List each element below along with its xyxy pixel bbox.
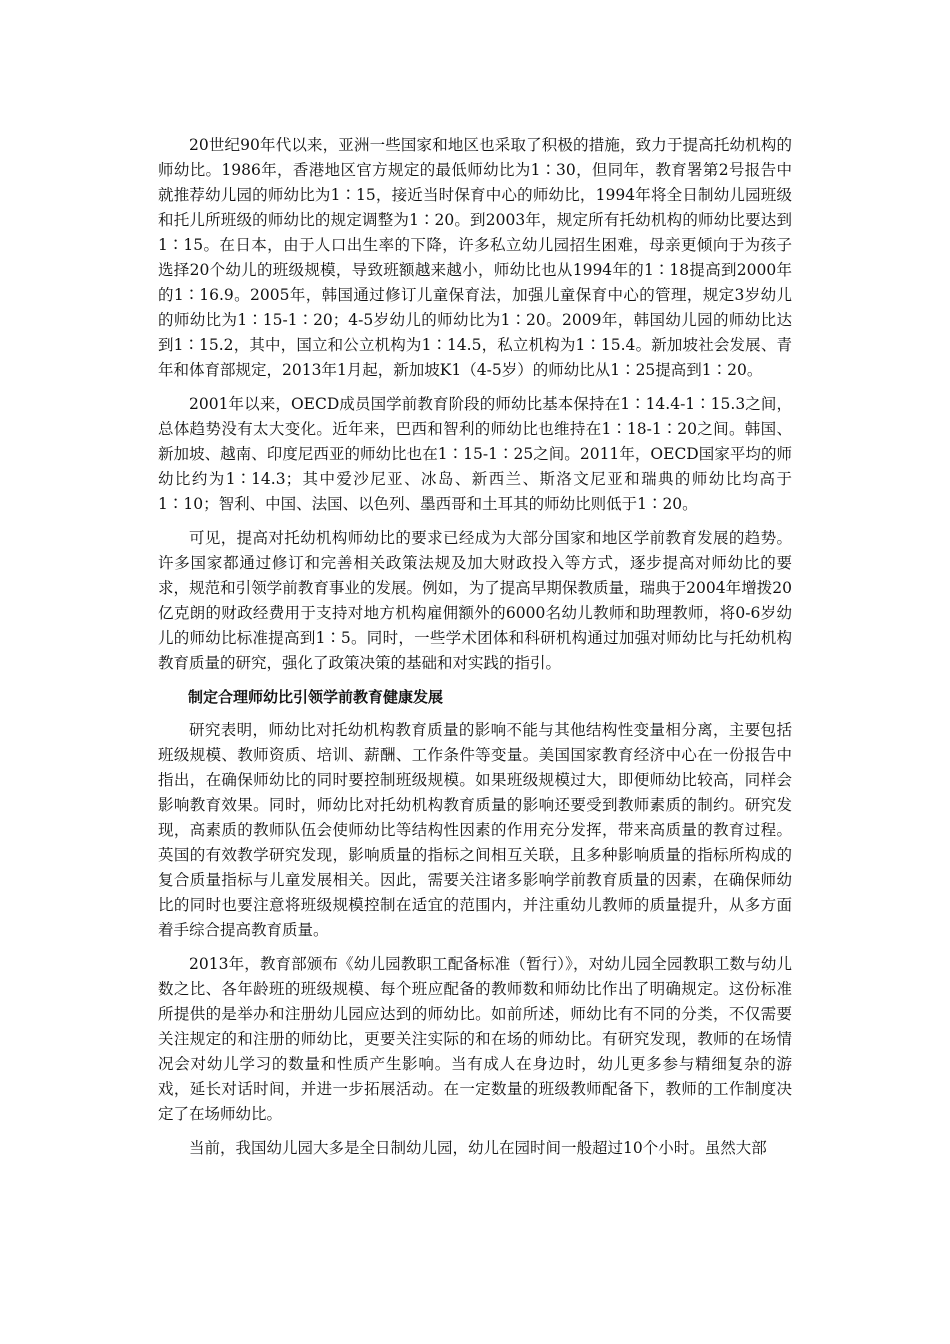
paragraph-oecd-ratios: 2001年以来，OECD成员国学前教育阶段的师幼比基本保持在1∶14.4-1∶15.3之间，总体趋势没有太大变化。近年来，巴西和智利的师幼比也维持在1∶18-1∶20之间。韩国、新加坡、越南、印度尼西亚的师幼比也在1∶15-1∶25之间。2011年，OECD国家平均的师幼比约为1∶14.3；其中爱沙尼亚、冰岛、新西兰、斯洛文尼亚和瑞典的师幼比均高于1∶10；智利、中国、法国、以色列、墨西哥和土耳其的师幼比则低于1∶20。 (158, 395, 792, 513)
paragraph-trend-summary: 可见，提高对托幼机构师幼比的要求已经成为大部分国家和地区学前教育发展的趋势。许多国家都通过修订和完善相关政策法规及加大财政投入等方式，逐步提高对师幼比的要求，规范和引领学前教育事业的发展。例如，为了提高早期保教质量，瑞典于2004年增拨20亿克朗的财政经费用于支持对地方机构雇佣额外的6000名幼儿教师和助理教师，将0-6岁幼儿的师幼比标准提高到1∶5。同时，一些学术团体和科研机构通过加强对师幼比与托幼机构教育质量的研究，强化了政策决策的基础和对实践的指引。 (158, 529, 792, 672)
paragraph-2013-standard: 2013年，教育部颁布《幼儿园教职工配备标准（暂行）》，对幼儿园全园教职工数与幼儿数之比、各年龄班的班级规模、每个班应配备的教师数和师幼比作出了明确规定。这份标准所提供的是举办和注册幼儿园应达到的师幼比。如前所述，师幼比有不同的分类，不仅需要关注规定的和注册的师幼比，更要关注实际的和在场的师幼比。有研究发现，教师的在场情况会对幼儿学习的数量和性质产生影响。当有成人在身边时，幼儿更多参与精细复杂的游戏，延长对话时间，并进一步拓展活动。在一定数量的班级教师配备下，教师的工作制度决定了在场师幼比。 (158, 955, 792, 1123)
paragraph-asia-ratios: 20世纪90年代以来，亚洲一些国家和地区也采取了积极的措施，致力于提高托幼机构的师幼比。1986年，香港地区官方规定的最低师幼比为1∶30，但同年，教育署第2号报告中就推荐幼儿园的师幼比为1∶15，接近当时保育中心的师幼比，1994年将全日制幼儿园班级和托儿所班级的师幼比的规定调整为1∶20。到2003年，规定所有托幼机构的师幼比要达到1∶15。在日本，由于人口出生率的下降，许多私立幼儿园招生困难，母亲更倾向于为孩子选择20个幼儿的班级规模，导致班额越来越小，师幼比也从1994年的1∶18提高到2000年的1∶16.9。2005年，韩国通过修订儿童保育法，加强儿童保育中心的管理，规定3岁幼儿的师幼比为1∶15-1∶20；4-5岁幼儿的师幼比为1∶20。2009年，韩国幼儿园的师幼比达到1∶15.2，其中，国立和公立机构为1∶14.5，私立机构为1∶15.4。新加坡社会发展、青年和体育部规定，2013年1月起，新加坡K1（4-5岁）的师幼比从1∶25提高到1∶20。 (158, 136, 792, 379)
section-heading: 制定合理师幼比引领学前教育健康发展 (188, 688, 444, 706)
document-body (158, 133, 792, 1170)
paragraph-current-situation: 当前，我国幼儿园大多是全日制幼儿园，幼儿在园时间一般超过10个小时。虽然大部 (189, 1139, 767, 1157)
paragraph-research-findings: 研究表明，师幼比对托幼机构教育质量的影响不能与其他结构性变量相分离，主要包括班级规模、教师资质、培训、薪酬、工作条件等变量。美国国家教育经济中心在一份报告中指出，在确保师幼比的同时要控制班级规模。如果班级规模过大，即便师幼比较高，同样会影响教育效果。同时，师幼比对托幼机构教育质量的影响还要受到教师素质的制约。研究发现，高素质的教师队伍会使师幼比等结构性因素的作用充分发挥，带来高质量的教育过程。英国的有效教学研究发现，影响质量的指标之间相互关联，且多种影响质量的指标所构成的复合质量指标与儿童发展相关。因此，需要关注诸多影响学前教育质量的因素，在确保师幼比的同时也要注意将班级规模控制在适宜的范围内，并注重幼儿教师的质量提升，从多方面着手综合提高教育质量。 (158, 721, 792, 939)
